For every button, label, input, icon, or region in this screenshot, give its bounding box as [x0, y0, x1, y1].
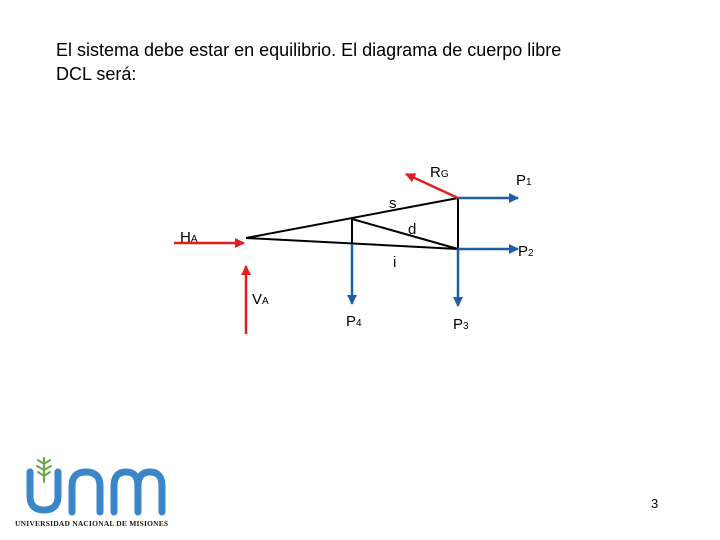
text-line-2: DCL será:	[56, 64, 137, 84]
label-p1: P1	[516, 172, 532, 189]
label-s: s	[389, 195, 397, 212]
text-line-1: El sistema debe estar en equilibrio. El diagrama de cuerpo libre	[56, 40, 562, 60]
label-p2: P2	[518, 243, 534, 260]
label-p3: P3	[453, 316, 469, 333]
label-ha: HA	[180, 229, 198, 246]
label-p4: P4	[346, 313, 362, 330]
logo-text: UNIVERSIDAD NACIONAL DE MISIONES	[15, 519, 169, 528]
page-number: 3	[651, 496, 659, 511]
label-va: VA	[252, 291, 269, 308]
label-i: i	[393, 254, 397, 271]
label-rg: RG	[430, 164, 449, 181]
truss	[246, 198, 458, 249]
reaction-forces	[174, 174, 458, 334]
label-d: d	[408, 221, 417, 238]
